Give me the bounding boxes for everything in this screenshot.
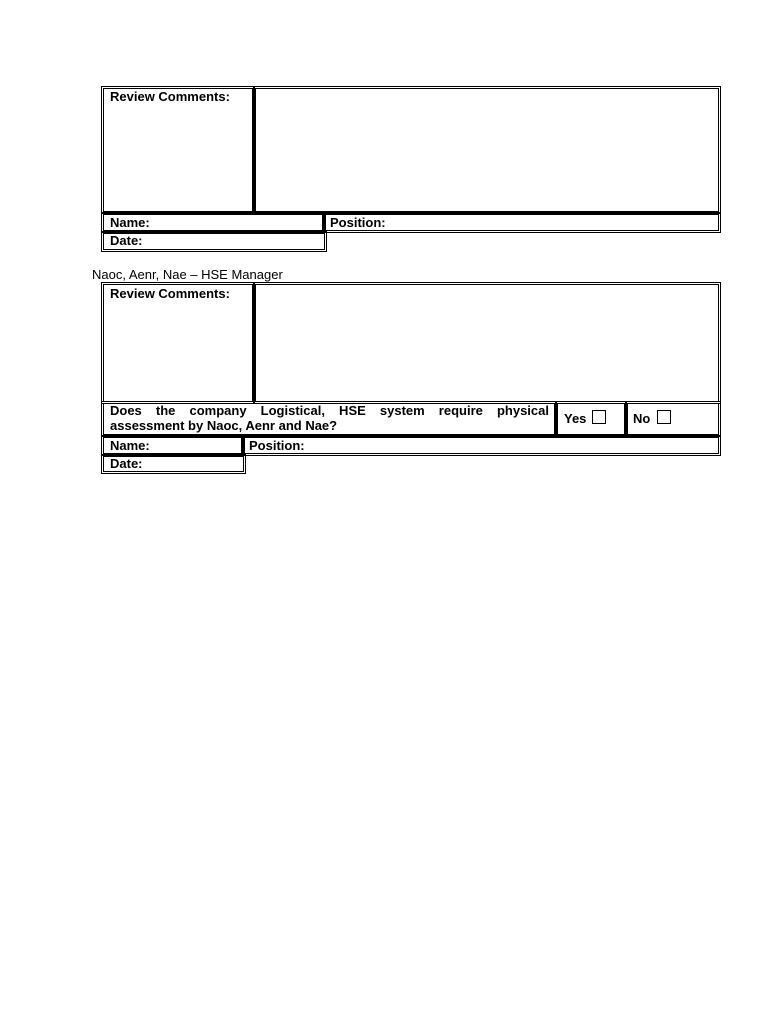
name-label: Name: bbox=[110, 215, 150, 230]
date-label: Date: bbox=[110, 456, 143, 471]
no-label: No bbox=[633, 411, 651, 426]
yes-label: Yes bbox=[564, 411, 587, 426]
no-checkbox[interactable] bbox=[657, 410, 671, 424]
review-comments-field[interactable] bbox=[253, 282, 721, 404]
name-label: Name: bbox=[110, 438, 150, 453]
position-field[interactable] bbox=[242, 435, 721, 456]
position-label: Position: bbox=[249, 438, 305, 453]
review-label-cell bbox=[101, 86, 255, 214]
date-label: Date: bbox=[110, 233, 143, 248]
review-comments-field[interactable] bbox=[253, 86, 721, 214]
review-comments-label: Review Comments: bbox=[110, 89, 230, 104]
physical-assessment-question: Does the company Logistical, HSE system require physical assessment by Naoc, Aenr and Nae? bbox=[110, 403, 549, 433]
yes-checkbox[interactable] bbox=[592, 410, 606, 424]
review-comments-label: Review Comments: bbox=[110, 286, 230, 301]
section-heading: Naoc, Aenr, Nae – HSE Manager bbox=[92, 267, 283, 282]
position-label: Position: bbox=[330, 215, 386, 230]
